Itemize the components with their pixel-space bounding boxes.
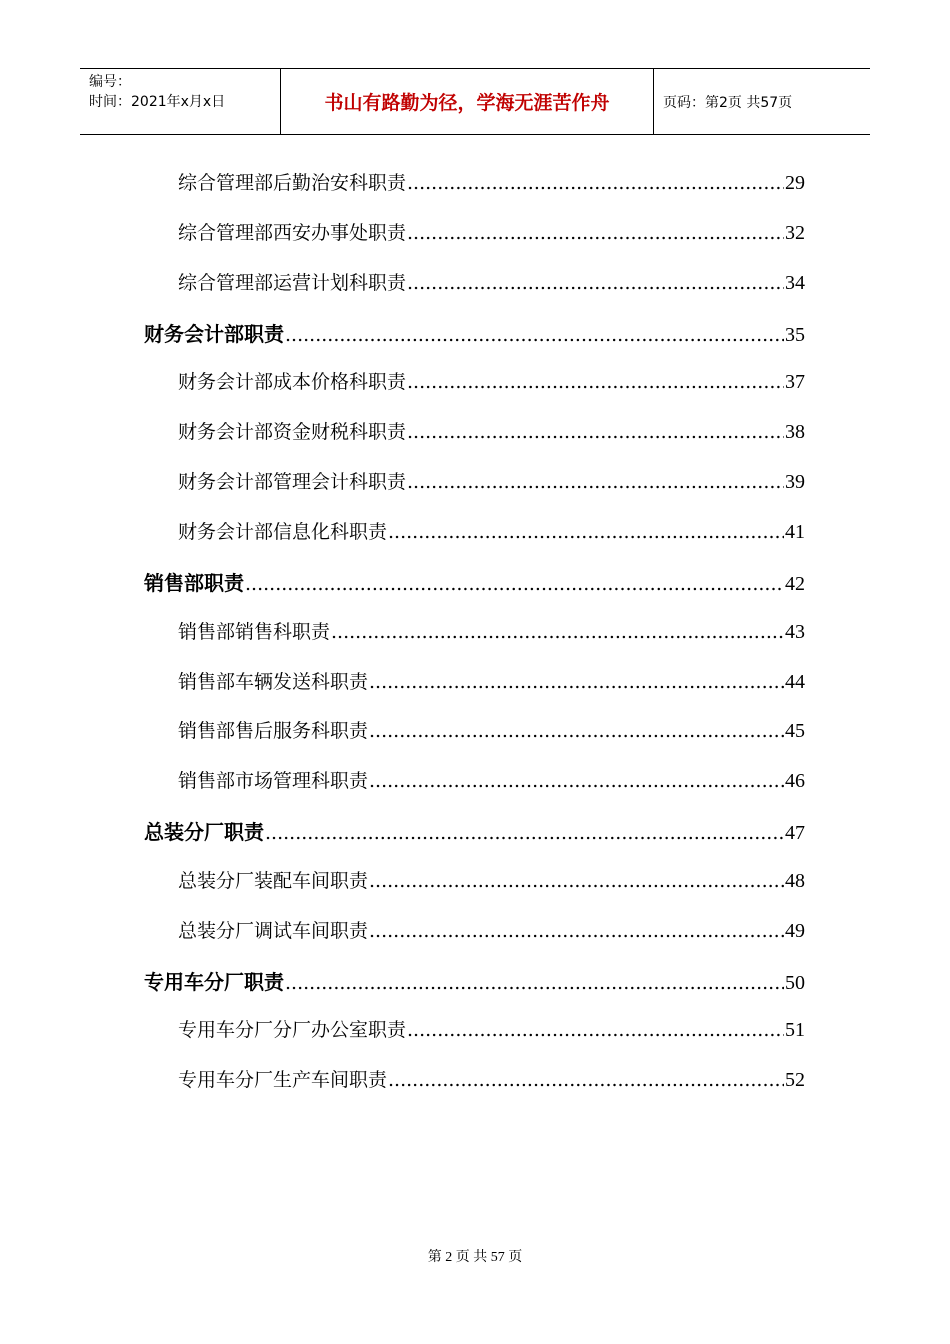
toc-entry-title: 销售部职责 <box>144 570 244 595</box>
document-number-label: 编号： <box>89 74 131 90</box>
toc-entry-page-number: 44 <box>785 670 805 693</box>
toc-entry-title: 专用车分厂职责 <box>144 969 284 994</box>
toc-entry-page-number: 35 <box>785 323 805 346</box>
toc-entry-title: 专用车分厂分厂办公室职责 <box>178 1019 407 1042</box>
toc-entry-subsection[interactable] <box>178 716 805 746</box>
toc-dot-leader <box>407 272 784 294</box>
toc-entry-page-number: 37 <box>785 371 805 394</box>
toc-entry-subsection[interactable] <box>178 1015 805 1045</box>
toc-entry-title: 销售部售后服务科职责 <box>178 720 369 743</box>
toc-entry-page-number: 38 <box>785 421 805 444</box>
toc-entry-title: 综合管理部运营计划科职责 <box>178 271 407 294</box>
toc-entry-title: 综合管理部后勤治安科职责 <box>178 172 407 194</box>
toc-entry-page-number: 50 <box>785 971 805 994</box>
toc-entry-page-number: 47 <box>785 822 805 845</box>
toc-dot-leader <box>407 222 784 244</box>
toc-entry-section[interactable] <box>144 816 805 846</box>
toc-entry-subsection[interactable] <box>178 467 805 497</box>
toc-entry-title: 财务会计部职责 <box>144 321 284 346</box>
toc-entry-title: 财务会计部管理会计科职责 <box>178 471 407 494</box>
toc-entry-page-number: 48 <box>785 869 805 892</box>
toc-dot-leader <box>407 1019 784 1041</box>
toc-entry-subsection[interactable] <box>178 218 805 248</box>
toc-entry-subsection[interactable] <box>178 667 805 697</box>
toc-dot-leader <box>369 870 784 892</box>
toc-entry-page-number: 29 <box>785 172 805 194</box>
toc-dot-leader <box>331 621 784 643</box>
toc-entry-title: 总装分厂调试车间职责 <box>178 919 369 942</box>
toc-entry-subsection[interactable] <box>178 367 805 397</box>
toc-dot-leader <box>245 573 784 595</box>
toc-entry-subsection[interactable] <box>178 417 805 447</box>
toc-entry-page-number: 51 <box>785 1019 805 1042</box>
toc-entry-title: 销售部销售科职责 <box>178 620 331 643</box>
toc-entry-title: 财务会计部资金财税科职责 <box>178 421 407 444</box>
header-motto: 书山有路勤为径，学海无涯苦作舟 <box>281 69 654 134</box>
toc-entry-page-number: 52 <box>785 1069 805 1092</box>
toc-entry-subsection[interactable] <box>178 168 805 198</box>
toc-entry-page-number: 39 <box>785 471 805 494</box>
toc-entry-section[interactable] <box>144 318 805 348</box>
header-page-info: 页码：第2页 共57页 <box>663 94 793 111</box>
toc-entry-page-number: 43 <box>785 620 805 643</box>
toc-entry-title: 销售部市场管理科职责 <box>178 770 369 793</box>
toc-dot-leader <box>285 324 784 346</box>
toc-entry-section[interactable] <box>144 966 805 996</box>
toc-dot-leader <box>369 770 784 792</box>
toc-dot-leader <box>407 371 784 393</box>
toc-entry-subsection[interactable] <box>178 866 805 896</box>
toc-dot-leader <box>369 720 784 742</box>
document-date: 时间：2021年x月x日 <box>89 94 226 110</box>
toc-entry-page-number: 41 <box>785 520 805 543</box>
page-header <box>80 68 870 135</box>
toc-entry-page-number: 32 <box>785 221 805 244</box>
toc-entry-subsection[interactable] <box>178 268 805 298</box>
header-meta <box>80 69 281 134</box>
toc-dot-leader <box>407 471 784 493</box>
toc-entry-title: 财务会计部成本价格科职责 <box>178 371 407 394</box>
toc-entry-subsection[interactable] <box>178 1065 805 1095</box>
toc-dot-leader <box>388 1069 784 1091</box>
toc-dot-leader <box>407 421 784 443</box>
toc-entry-section[interactable] <box>144 567 805 597</box>
toc-entry-page-number: 45 <box>785 720 805 743</box>
toc-dot-leader <box>369 920 784 942</box>
toc-entry-page-number: 49 <box>785 919 805 942</box>
toc-dot-leader <box>265 822 784 844</box>
toc-entry-page-number: 34 <box>785 271 805 294</box>
toc-entry-page-number: 46 <box>785 770 805 793</box>
toc-entry-title: 财务会计部信息化科职责 <box>178 520 388 543</box>
toc-entry-page-number: 42 <box>785 572 805 595</box>
toc-dot-leader <box>407 172 784 194</box>
toc-entry-title: 总装分厂职责 <box>144 820 264 845</box>
toc-entry-subsection[interactable] <box>178 517 805 547</box>
toc-entry-subsection[interactable] <box>178 766 805 796</box>
toc-entry-subsection[interactable] <box>178 617 805 647</box>
toc-dot-leader <box>388 521 784 543</box>
toc-entry-title: 销售部车辆发送科职责 <box>178 670 369 693</box>
toc-entry-title: 综合管理部西安办事处职责 <box>178 221 407 244</box>
toc-entry-title: 总装分厂装配车间职责 <box>178 869 369 892</box>
toc-dot-leader <box>285 972 784 994</box>
toc-entry-title: 专用车分厂生产车间职责 <box>178 1069 388 1092</box>
toc-entry-subsection[interactable] <box>178 916 805 946</box>
toc-dot-leader <box>369 671 784 693</box>
page-footer: 第 2 页 共 57 页 <box>427 1250 523 1265</box>
